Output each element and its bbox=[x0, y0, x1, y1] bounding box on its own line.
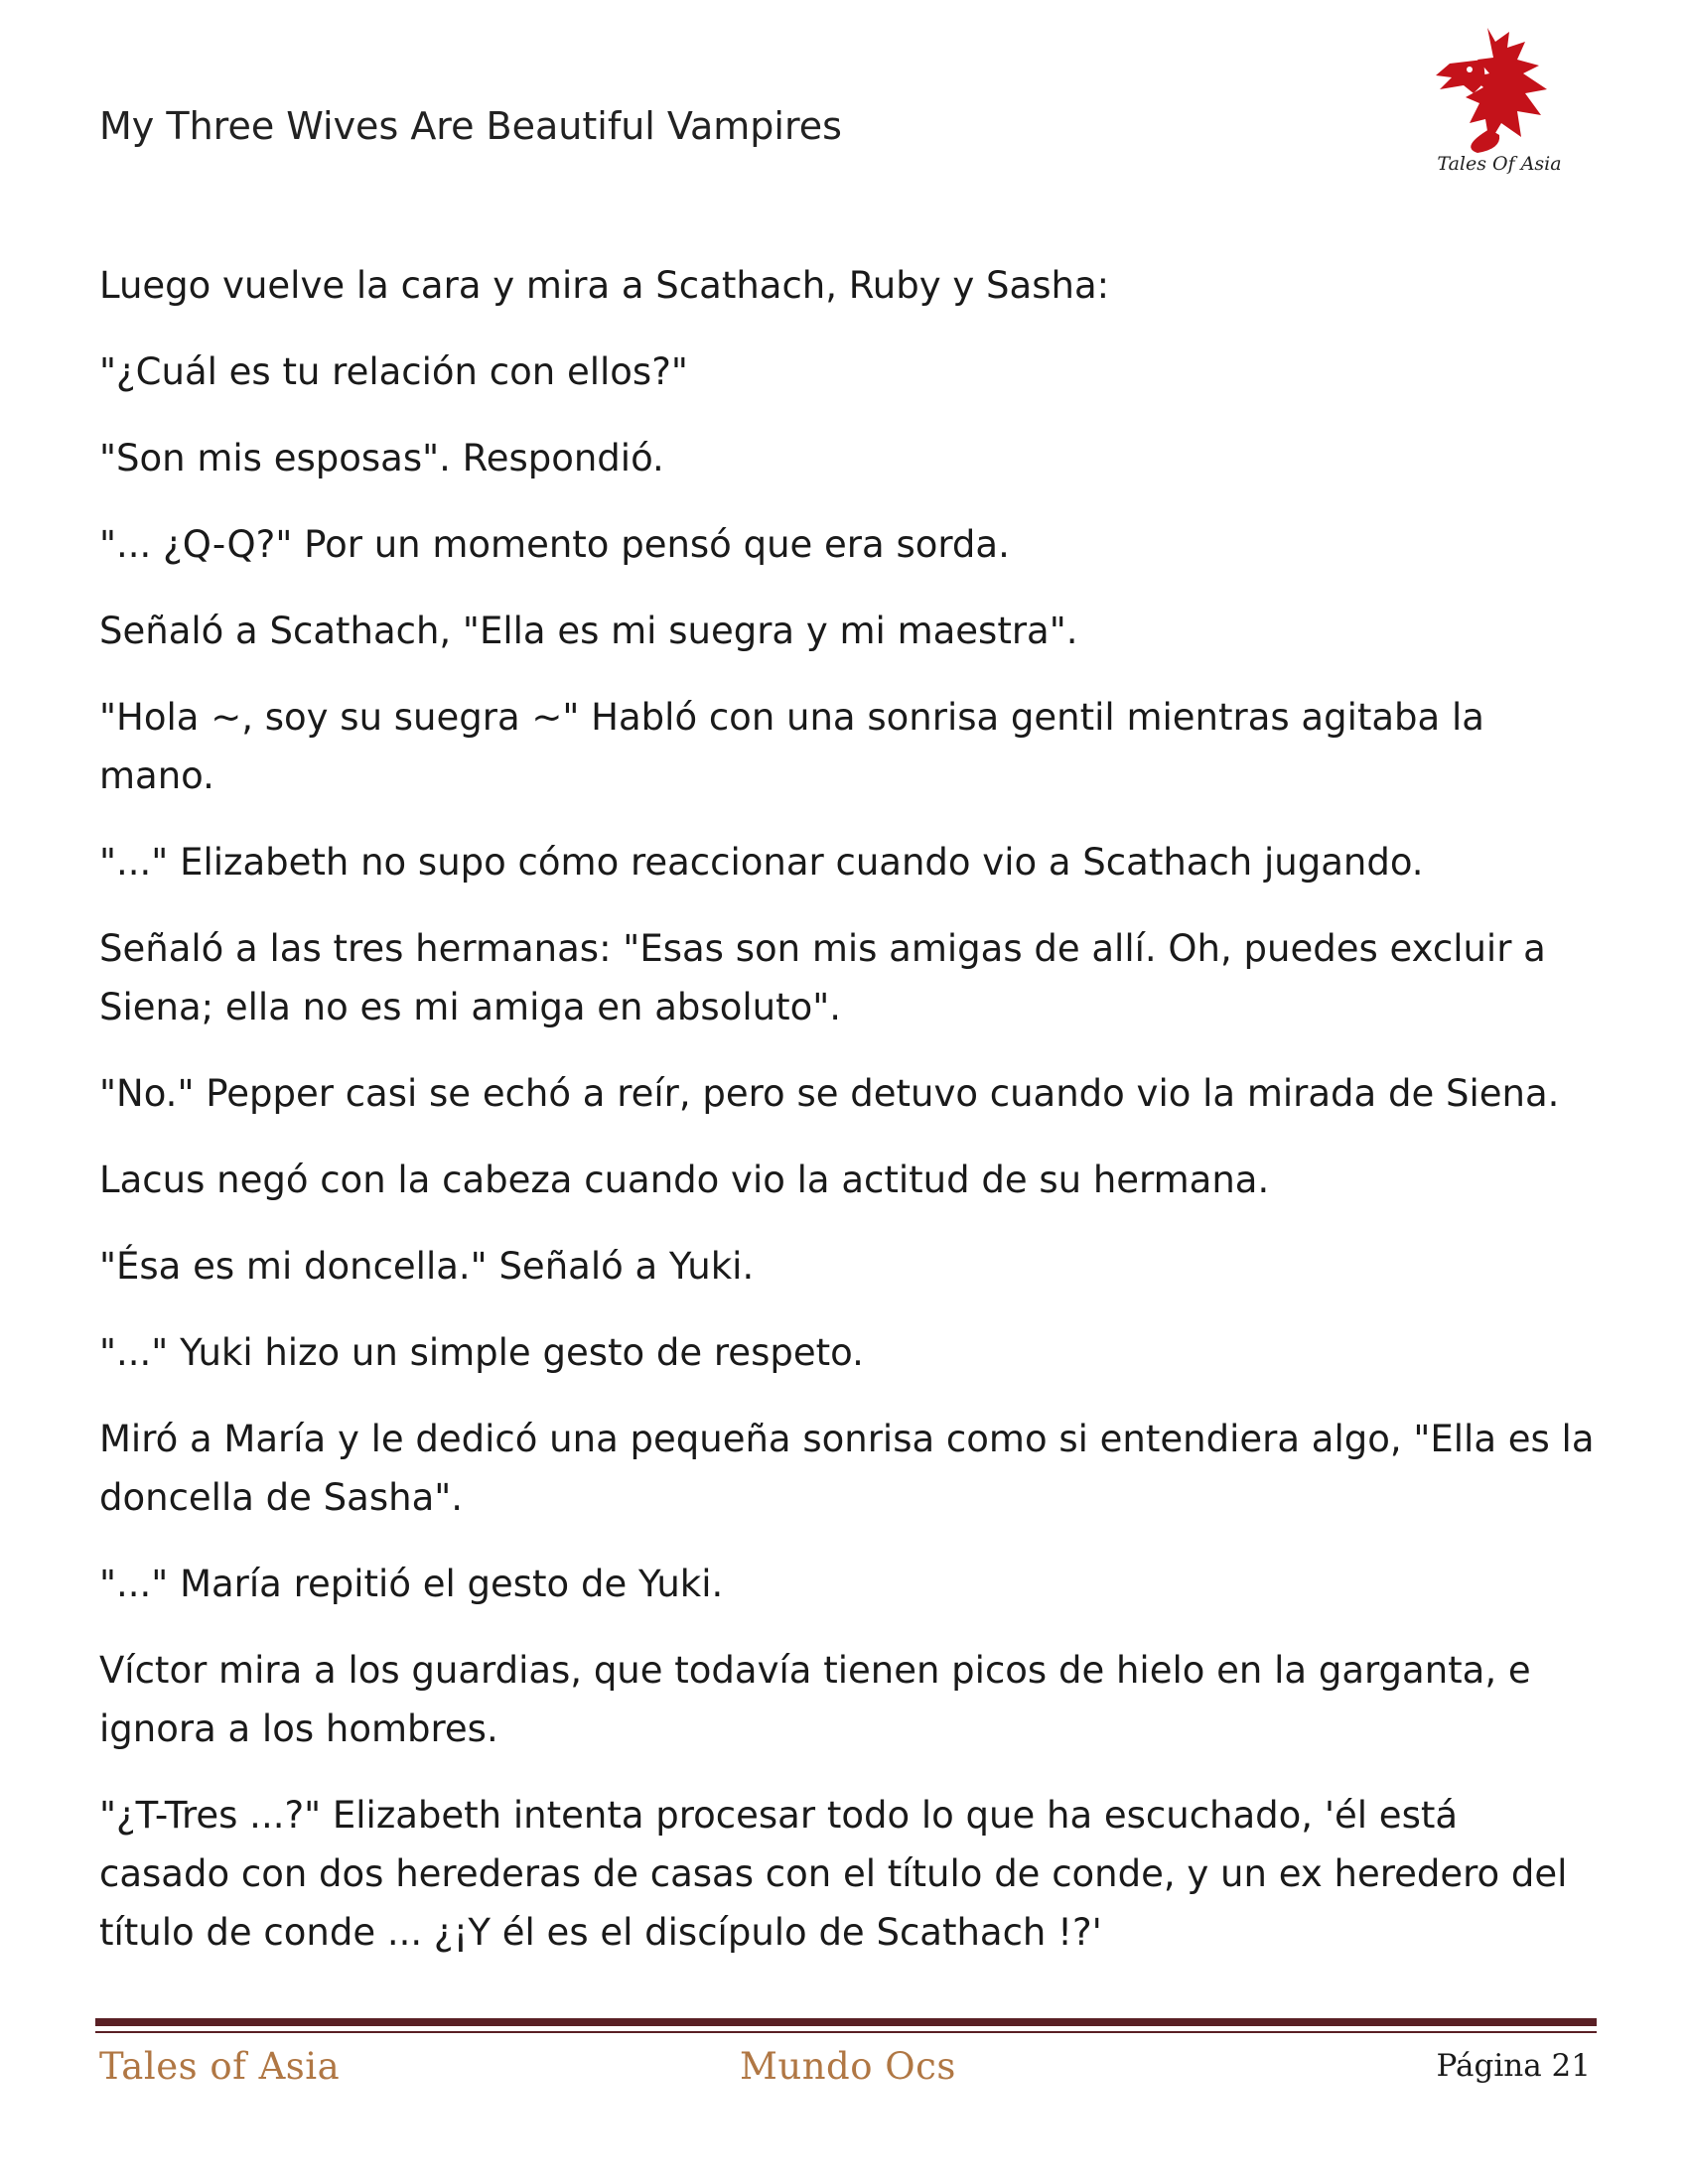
paragraph: "... ¿Q-Q?" Por un momento pensó que era sorda. bbox=[99, 523, 1010, 566]
paragraph: "..." Elizabeth no supo cómo reaccionar cuando vio a Scathach jugando. bbox=[99, 841, 1424, 884]
paragraph: "¿T-Tres ...?" Elizabeth intenta procesar todo lo que ha escuchado, 'él está casado con dos herederas de casas con el título de conde, y un ex heredero del título de conde ... ¿¡Y él es el discípulo de Scathach !?' bbox=[99, 1794, 1568, 1954]
paragraph: "¿Cuál es tu relación con ellos?" bbox=[99, 350, 688, 393]
paragraph: "Hola ~, soy su suegra ~" Habló con una sonrisa gentil mientras agitaba la mano. bbox=[99, 696, 1484, 797]
logo-text: Tales Of Asia bbox=[1437, 153, 1562, 175]
paragraph: "Ésa es mi doncella." Señaló a Yuki. bbox=[99, 1245, 755, 1288]
footer-publisher: Tales of Asia bbox=[99, 2045, 341, 2088]
paragraph: "..." María repitió el gesto de Yuki. bbox=[99, 1563, 724, 1605]
paragraph: "..." Yuki hizo un simple gesto de respeto. bbox=[99, 1331, 864, 1374]
paragraph: Miró a María y le dedicó una pequeña sonrisa como si entendiera algo, "Ella es la doncella de Sasha". bbox=[99, 1418, 1595, 1519]
paragraph: "No." Pepper casi se echó a reír, pero se detuvo cuando vio la mirada de Siena. bbox=[99, 1072, 1560, 1115]
paragraph: Señaló a Scathach, "Ella es mi suegra y mi maestra". bbox=[99, 610, 1078, 652]
chapter-body bbox=[99, 256, 1599, 1989]
paragraph: Luego vuelve la cara y mira a Scathach, Ruby y Sasha: bbox=[99, 264, 1110, 307]
paragraph: Señaló a las tres hermanas: "Esas son mis amigas de allí. Oh, puedes excluir a Siena; ella no es mi amiga en absoluto". bbox=[99, 927, 1546, 1028]
paragraph: "Son mis esposas". Respondió. bbox=[99, 437, 664, 479]
footer-rule bbox=[95, 2018, 1597, 2026]
paragraph: Lacus negó con la cabeza cuando vio la actitud de su hermana. bbox=[99, 1159, 1270, 1201]
red-dragon-icon bbox=[1430, 20, 1569, 154]
footer-rule-thin bbox=[95, 2031, 1597, 2033]
paragraph: Víctor mira a los guardias, que todavía tienen picos de hielo en la garganta, e ignora a los hombres. bbox=[99, 1649, 1531, 1750]
book-title: My Three Wives Are Beautiful Vampires bbox=[99, 104, 842, 148]
footer-site: Mundo Ocs bbox=[740, 2045, 956, 2088]
tales-of-asia-logo bbox=[1430, 20, 1569, 184]
page-number: Página 21 bbox=[1436, 2048, 1591, 2084]
